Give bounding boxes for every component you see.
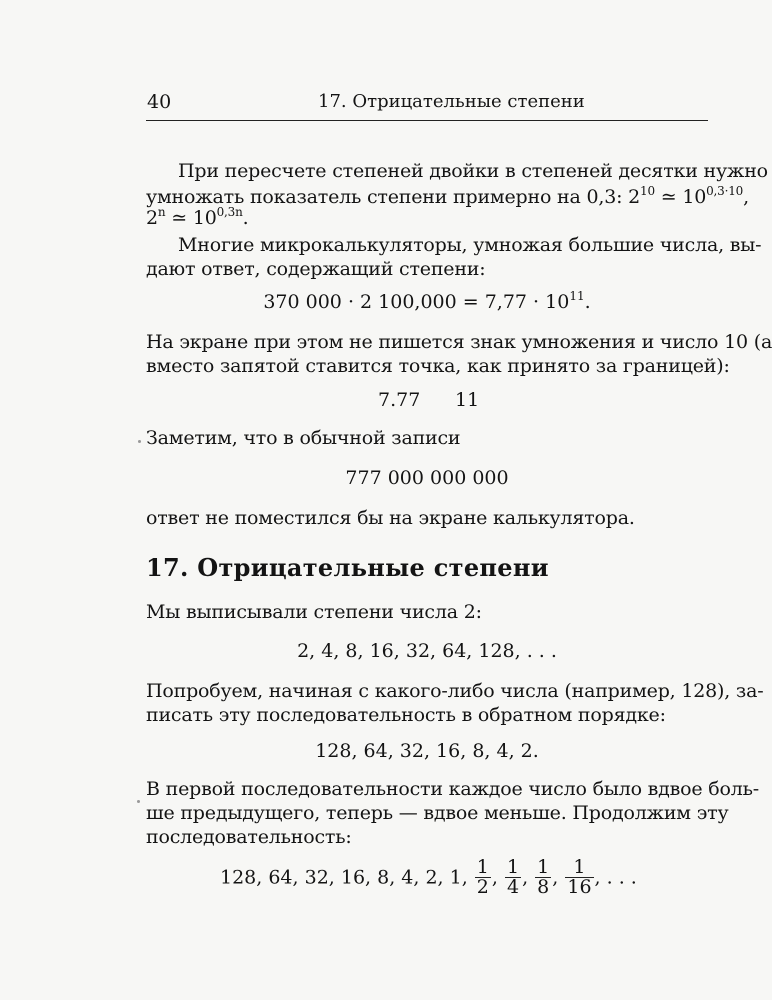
- equation-product: [146, 291, 708, 313]
- sequence-with-fractions: [220, 858, 637, 897]
- fraction-denominator: 8: [537, 876, 550, 898]
- math-exponent: 0,3n: [216, 205, 243, 219]
- sequence-integers: 128, 64, 32, 16, 8, 4, 2, 1,: [220, 866, 474, 889]
- fraction-quarter: [505, 858, 521, 897]
- fraction-denominator: 4: [506, 876, 520, 898]
- fraction-numerator: 1: [476, 856, 489, 878]
- calculator-exponent: 11: [455, 389, 480, 411]
- punctuation: .: [584, 291, 591, 313]
- comma: ,: [552, 866, 565, 889]
- para-b-line1: В первой последовательности каждое число было вдвое боль-: [146, 778, 760, 800]
- comma: ,: [491, 866, 504, 889]
- para4: Заметим, что в обычной записи: [146, 427, 461, 449]
- comma: ,: [522, 866, 535, 889]
- para-b-line3: последовательность:: [146, 826, 352, 848]
- math-exponent: 11: [569, 289, 585, 303]
- fraction-denominator: 16: [567, 876, 592, 898]
- header-rule: [146, 120, 708, 121]
- calculator-mantissa: 7.77: [378, 389, 421, 411]
- fraction-denominator: 2: [476, 876, 489, 898]
- punctuation: ,: [743, 186, 749, 208]
- scan-speck: [138, 440, 141, 443]
- para-b-line2: ше предыдущего, теперь — вдвое меньше. Продолжим эту: [146, 802, 729, 824]
- para-a-line1: Попробуем, начиная с какого-либо числа (например, 128), за-: [146, 680, 764, 702]
- comma: ,: [594, 866, 601, 889]
- equation-lhs: 370 000 · 2 100,000 = 7,77 · 10: [263, 291, 570, 313]
- para3-line1: На экране при этом не пишется знак умножения и число 10 (а: [146, 331, 772, 353]
- math-base: 2: [628, 186, 641, 208]
- big-number: 777 000 000 000: [345, 467, 509, 489]
- para-a-line2: писать эту последовательность в обратном порядке:: [146, 704, 666, 726]
- ellipsis: . . .: [600, 866, 637, 889]
- para5: ответ не поместился бы на экране калькулятора.: [146, 507, 635, 529]
- math-exponent: 0,3·10: [706, 184, 744, 198]
- scan-speck: [137, 800, 140, 803]
- punctuation: .: [242, 207, 249, 229]
- math-approx-sign: ≃: [654, 186, 683, 208]
- fraction-numerator: 1: [537, 856, 550, 878]
- para2-line1: Многие микрокалькуляторы, умножая большие числа, вы-: [178, 234, 762, 256]
- fraction-half: [475, 858, 491, 897]
- math-approx-sign: ≃: [165, 207, 193, 229]
- sequence-powers: 2, 4, 8, 16, 32, 64, 128, . . .: [297, 640, 557, 662]
- para1-line3: [146, 207, 248, 229]
- math-base: 10: [682, 186, 707, 208]
- math-base: 10: [192, 207, 217, 229]
- math-exponent: 10: [640, 184, 655, 198]
- para2-line2: дают ответ, содержащий степени:: [146, 258, 486, 280]
- running-title: 17. Отрицательные степени: [318, 91, 585, 112]
- fraction-sixteenth: [565, 858, 593, 897]
- page-number: 40: [147, 91, 172, 113]
- math-base: 2: [146, 207, 158, 229]
- math-exponent: n: [157, 205, 166, 219]
- para1-line1: При пересчете степеней двойки в степеней десятки нужно: [178, 160, 768, 182]
- sequence-reversed: 128, 64, 32, 16, 8, 4, 2.: [315, 740, 539, 762]
- fraction-eighth: [535, 858, 551, 897]
- fraction-numerator: 1: [565, 858, 593, 878]
- section-heading: 17. Отрицательные степени: [146, 553, 549, 582]
- para1-line2-text: умножать показатель степени примерно на 0,3:: [146, 186, 629, 208]
- section-intro: Мы выписывали степени числа 2:: [146, 601, 482, 623]
- para3-line2: вместо запятой ставится точка, как принято за границей):: [146, 355, 730, 377]
- fraction-numerator: 1: [506, 856, 520, 878]
